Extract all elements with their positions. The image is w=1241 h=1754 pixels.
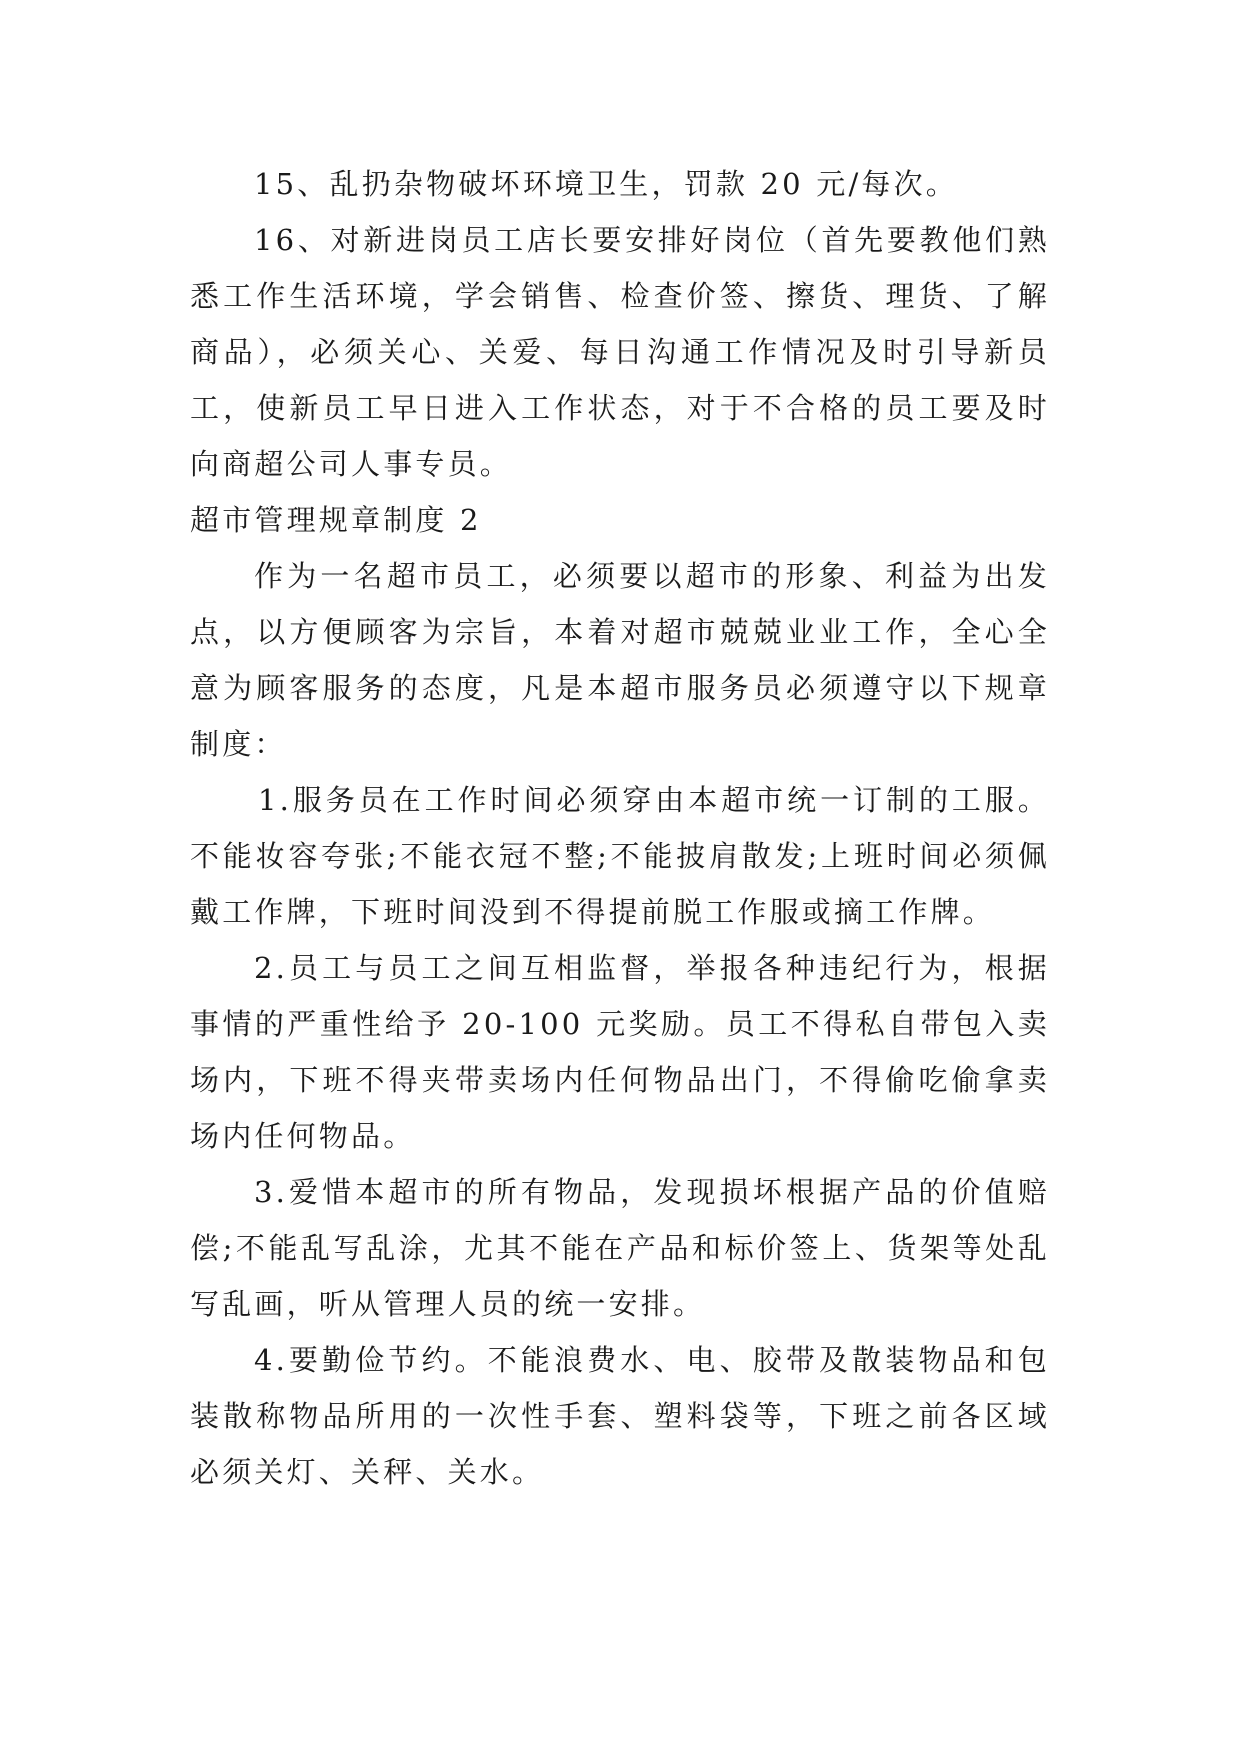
paragraph-intro: 作为一名超市员工，必须要以超市的形象、利益为出发点，以方便顾客为宗旨，本着对超市兢兢业业工作，全心全意为顾客服务的态度，凡是本超市服务员必须遵守以下规章制度： xyxy=(190,559,1050,761)
paragraph-rule-1: 1.服务员在工作时间必须穿由本超市统一订制的工服。不能妆容夸张;不能衣冠不整;不能披肩散发;上班时间必须佩戴工作牌，下班时间没到不得提前脱工作服或摘工作牌。 xyxy=(190,783,1050,929)
paragraph-rule-16: 16、对新进岗员工店长要安排好岗位（首先要教他们熟悉工作生活环境，学会销售、检查价签、擦货、理货、了解商品），必须关心、关爱、每日沟通工作情况及时引导新员工，使新员工早日进入工作状态，对于不合格的员工要及时向商超公司人事专员。 xyxy=(190,223,1050,481)
paragraph-rule-3: 3.爱惜本超市的所有物品，发现损坏根据产品的价值赔偿;不能乱写乱涂，尤其不能在产品和标价签上、货架等处乱写乱画，听从管理人员的统一安排。 xyxy=(190,1175,1050,1321)
section-heading: 超市管理规章制度 2 xyxy=(190,503,482,537)
document-body xyxy=(190,156,1050,1500)
paragraph-rule-4: 4.要勤俭节约。不能浪费水、电、胶带及散装物品和包装散称物品所用的一次性手套、塑料袋等，下班之前各区域必须关灯、关秤、关水。 xyxy=(190,1343,1050,1489)
paragraph-rule-2: 2.员工与员工之间互相监督，举报各种违纪行为，根据事情的严重性给予 20-100 元奖励。员工不得私自带包入卖场内，下班不得夹带卖场内任何物品出门，不得偷吃偷拿卖场内任何物品。 xyxy=(190,951,1050,1153)
paragraph-rule-15: 15、乱扔杂物破坏环境卫生，罚款 20 元/每次。 xyxy=(254,167,959,201)
